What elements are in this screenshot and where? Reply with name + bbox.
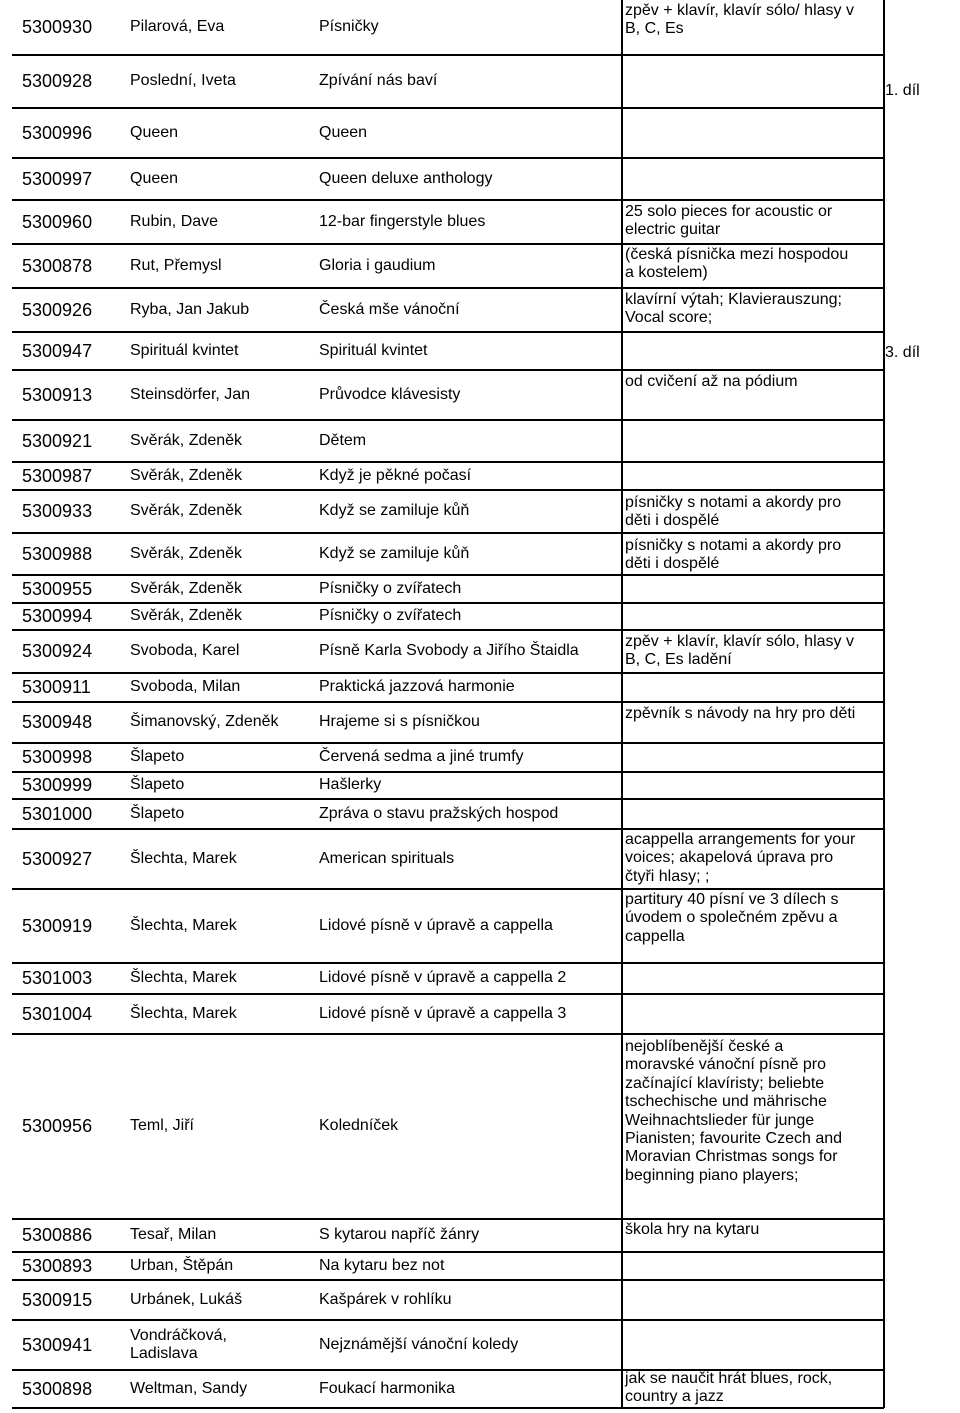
volume [885,1219,955,1252]
catalog-number: 5300921 [22,430,93,451]
catalog-number: 5301003 [22,968,93,989]
volume [885,370,955,420]
table-row [0,603,960,630]
note-column-border [883,0,885,55]
note-column-border [621,743,623,772]
author: Teml, Jiří [130,1117,194,1135]
title: Když se zamiluje kůň [319,502,470,520]
catalog-number: 5300886 [22,1225,93,1246]
table-row [0,1320,960,1370]
author: Svěrák, Zdeněk [130,544,243,562]
author: Rubin, Dave [130,212,219,230]
catalog-number: 5300996 [22,122,93,143]
note-column-border [883,702,885,743]
volume [885,963,955,994]
volume [885,1370,955,1408]
table-row [0,244,960,288]
note [625,420,883,462]
title: Česká mše vánoční [319,300,460,318]
volume: 3. díl [885,343,920,361]
title: Když je pěkné počasí [319,466,472,484]
volume [885,244,955,288]
catalog-number: 5300930 [22,17,93,38]
note-column-border [621,603,623,630]
author: Svěrák, Zdeněk [130,431,243,449]
note-column-border [621,0,623,55]
note-column-border [621,1252,623,1280]
note-column-border [883,603,885,630]
note: klavírní výtah; Klavierauszung; Vocal score; [625,291,842,327]
volume [885,743,955,772]
author: Svěrák, Zdeněk [130,466,243,484]
catalog-number: 5300948 [22,712,93,733]
catalog-number: 5300913 [22,384,93,405]
note-column-border [883,743,885,772]
note [625,55,883,108]
catalog-number: 5300926 [22,299,93,320]
note [625,158,883,200]
note-column-border [621,889,623,963]
title: Hašlerky [319,776,382,794]
author: Šlapeto [130,748,185,766]
author: Svoboda, Karel [130,642,240,660]
table-row [0,1034,960,1219]
table-row [0,829,960,889]
author: Svoboda, Milan [130,678,241,696]
table-row [0,55,960,108]
note [625,799,883,829]
volume [885,490,955,533]
volume [885,533,955,575]
note-column-border [621,288,623,332]
author: Queen [130,169,179,187]
catalog-number: 5300927 [22,848,93,869]
catalog-number: 5300933 [22,501,93,522]
note-column-border [621,200,623,244]
catalog-number: 5301000 [22,803,93,824]
note-column-border [621,370,623,420]
note-column-border [621,1320,623,1370]
note-column-border [883,1252,885,1280]
table-row [0,1280,960,1320]
volume [885,1280,955,1320]
note: písničky s notami a akordy pro děti i dospělé [625,494,842,530]
catalog-number: 5300893 [22,1255,93,1276]
table-row [0,108,960,158]
note: zpěvník s návody na hry pro děti [625,705,856,722]
note: písničky s notami a akordy pro děti i dospělé [625,537,842,573]
note-column-border [883,772,885,799]
note: 25 solo pieces for acoustic or electric guitar [625,203,833,239]
note [625,994,883,1034]
title: Praktická jazzová harmonie [319,678,515,696]
note-column-border [883,288,885,332]
title: Lidové písně v úpravě a cappella [319,916,553,934]
note-column-border [621,829,623,889]
note-column-border [621,963,623,994]
note-column-border [883,889,885,963]
note-column-border [883,673,885,702]
title: Dětem [319,431,367,449]
table-row [0,200,960,244]
catalog-number: 5300924 [22,641,93,662]
note-column-border [883,370,885,420]
title: Když se zamiluje kůň [319,544,470,562]
title: Queen deluxe anthology [319,169,493,187]
title: Písně Karla Svobody a Jiřího Štaidla [319,642,579,660]
note-column-border [621,575,623,603]
catalog-number: 5300919 [22,915,93,936]
author: Steinsdörfer, Jan [130,385,251,403]
note-column-border [621,702,623,743]
table-row [0,1252,960,1280]
author: Šlechta, Marek [130,916,237,934]
note: škola hry na kytaru [625,1221,760,1238]
title: Zpráva o stavu pražských hospod [319,804,559,822]
author: Svěrák, Zdeněk [130,502,243,520]
volume [885,673,955,702]
catalog-number: 5300898 [22,1378,93,1399]
table-row [0,575,960,603]
note-column-border [621,630,623,673]
note-column-border [883,1034,885,1219]
author: Šlapeto [130,804,185,822]
note-column-border [621,772,623,799]
table-row [0,772,960,799]
catalog-number: 5300941 [22,1334,93,1355]
title: Písničky o zvířatech [319,607,462,625]
note-column-border [883,244,885,288]
note-column-border [883,829,885,889]
note: (česká písnička mezi hospodou a kostelem) [625,246,849,282]
volume [885,575,955,603]
table-row [0,158,960,200]
note: zpěv + klavír, klavír sólo/ hlasy v B, C, Es [625,2,854,38]
note: nejoblíbenější české a moravské vánoční písně pro začínající klavíristy; beliebte tschechische und mährische Weihnachtslieder für junge Pianisten; favourite Czech and Moravian Christmas songs for beginning piano players; [625,1038,843,1184]
volume: 1. díl [885,81,920,99]
note-column-border [621,158,623,200]
note [625,673,883,702]
table-row [0,630,960,673]
table-row [0,1370,960,1408]
title: Hrajeme si s písničkou [319,713,480,731]
catalog-number: 5301004 [22,1003,93,1024]
note-column-border [883,1370,885,1408]
volume [885,702,955,743]
table-row [0,533,960,575]
title: American spirituals [319,849,455,867]
author: Urban, Štěpán [130,1256,234,1274]
note-column-border [621,1370,623,1408]
note: od cvičení až na pódium [625,373,798,390]
author: Weltman, Sandy [130,1379,248,1397]
table-row [0,702,960,743]
title: Na kytaru bez not [319,1256,445,1274]
author: Šlechta, Marek [130,849,237,867]
author: Svěrák, Zdeněk [130,607,243,625]
note-column-border [883,1280,885,1320]
note-column-border [883,200,885,244]
note [625,603,883,630]
note-column-border [883,994,885,1034]
table-row [0,288,960,332]
note-column-border [883,575,885,603]
note: partitury 40 písní ve 3 dílech s úvodem o společném zpěvu a cappella [625,891,839,945]
author: Spirituál kvintet [130,341,239,359]
catalog-number: 5300960 [22,211,93,232]
note-column-border [883,332,885,370]
catalog-number: 5300947 [22,340,93,361]
note-column-border [621,994,623,1034]
note [625,575,883,603]
catalog-number: 5300999 [22,775,93,796]
note [625,1320,883,1370]
title: Lidové písně v úpravě a cappella 2 [319,969,567,987]
note-column-border [621,533,623,575]
note-column-border [883,55,885,108]
table-row [0,743,960,772]
table-row [0,490,960,533]
note-column-border [621,673,623,702]
author: Tesař, Milan [130,1226,217,1244]
author: Queen [130,123,179,141]
title: 12-bar fingerstyle blues [319,212,486,230]
note-column-border [621,108,623,158]
author: Šimanovský, Zdeněk [130,713,279,731]
volume [885,603,955,630]
note [625,772,883,799]
volume [885,1252,955,1280]
author: Rut, Přemysl [130,256,222,274]
table-row [0,673,960,702]
title: Kašpárek v rohlíku [319,1290,452,1308]
note [625,108,883,158]
volume [885,158,955,200]
title: Spirituál kvintet [319,341,428,359]
volume [885,1034,955,1219]
table-row [0,889,960,963]
title: Průvodce klávesisty [319,385,461,403]
table-row [0,963,960,994]
note: acappella arrangements for your voices; akapelová úprava pro čtyři hlasy; ; [625,831,856,885]
note-column-border [621,1280,623,1320]
table-row [0,799,960,829]
volume [885,1320,955,1370]
catalog-number: 5300956 [22,1116,93,1137]
table-row [0,462,960,490]
note-column-border [621,1219,623,1252]
volume [885,829,955,889]
catalog-number: 5300987 [22,465,93,486]
author: Pilarová, Eva [130,18,225,36]
note-column-border [621,490,623,533]
title: Písničky [319,18,379,36]
note-column-border [621,462,623,490]
note-column-border [621,1034,623,1219]
volume [885,420,955,462]
note [625,1252,883,1280]
title: S kytarou napříč žánry [319,1226,480,1244]
table-row [0,370,960,420]
note-column-border [621,420,623,462]
catalog-number: 5300994 [22,606,93,627]
note-column-border [883,462,885,490]
table-row [0,332,960,370]
catalog-number: 5300955 [22,578,93,599]
catalog-number: 5300988 [22,543,93,564]
volume [885,108,955,158]
note [625,743,883,772]
author: Šlapeto [130,776,185,794]
table-row [0,0,960,55]
note-column-border [621,55,623,108]
catalog-number: 5300928 [22,71,93,92]
note-column-border [883,630,885,673]
volume [885,772,955,799]
table-row [0,420,960,462]
volume [885,799,955,829]
volume [885,994,955,1034]
note [625,462,883,490]
catalog-number: 5300915 [22,1289,93,1310]
title: Foukací harmonika [319,1379,456,1397]
author: Poslední, Iveta [130,72,236,90]
author: Svěrák, Zdeněk [130,579,243,597]
table-row [0,994,960,1034]
note-column-border [883,799,885,829]
title: Červená sedma a jiné trumfy [319,748,524,766]
catalog-number: 5300911 [22,677,91,698]
note-column-border [883,158,885,200]
note-column-border [621,799,623,829]
note-column-border [883,490,885,533]
note [625,332,883,370]
note-column-border [621,244,623,288]
note-column-border [621,332,623,370]
author: Vondráčková, Ladislava [130,1326,227,1362]
title: Lidové písně v úpravě a cappella 3 [319,1004,567,1022]
title: Zpívání nás baví [319,72,438,90]
title: Koledníček [319,1117,399,1135]
volume [885,630,955,673]
catalog-number: 5300878 [22,255,93,276]
volume [885,0,955,55]
volume [885,200,955,244]
note-column-border [883,1320,885,1370]
note [625,1280,883,1320]
volume [885,288,955,332]
title: Nejznámější vánoční koledy [319,1335,519,1353]
author: Ryba, Jan Jakub [130,300,250,318]
note-column-border [883,533,885,575]
title: Gloria i gaudium [319,256,436,274]
note-column-border [883,963,885,994]
author: Šlechta, Marek [130,1004,237,1022]
note-column-border [883,1219,885,1252]
volume [885,889,955,963]
row-divider [12,1407,884,1409]
catalog-number: 5300997 [22,168,93,189]
table-row [0,1219,960,1252]
volume [885,462,955,490]
note: jak se naučit hrát blues, rock, country a jazz [625,1370,833,1406]
author: Šlechta, Marek [130,969,237,987]
note: zpěv + klavír, klavír sólo, hlasy v B, C, Es ladění [625,633,854,669]
note-column-border [883,108,885,158]
author: Urbánek, Lukáš [130,1290,243,1308]
title: Písničky o zvířatech [319,579,462,597]
note [625,963,883,994]
note-column-border [883,420,885,462]
title: Queen [319,123,368,141]
catalog-number: 5300998 [22,747,93,768]
